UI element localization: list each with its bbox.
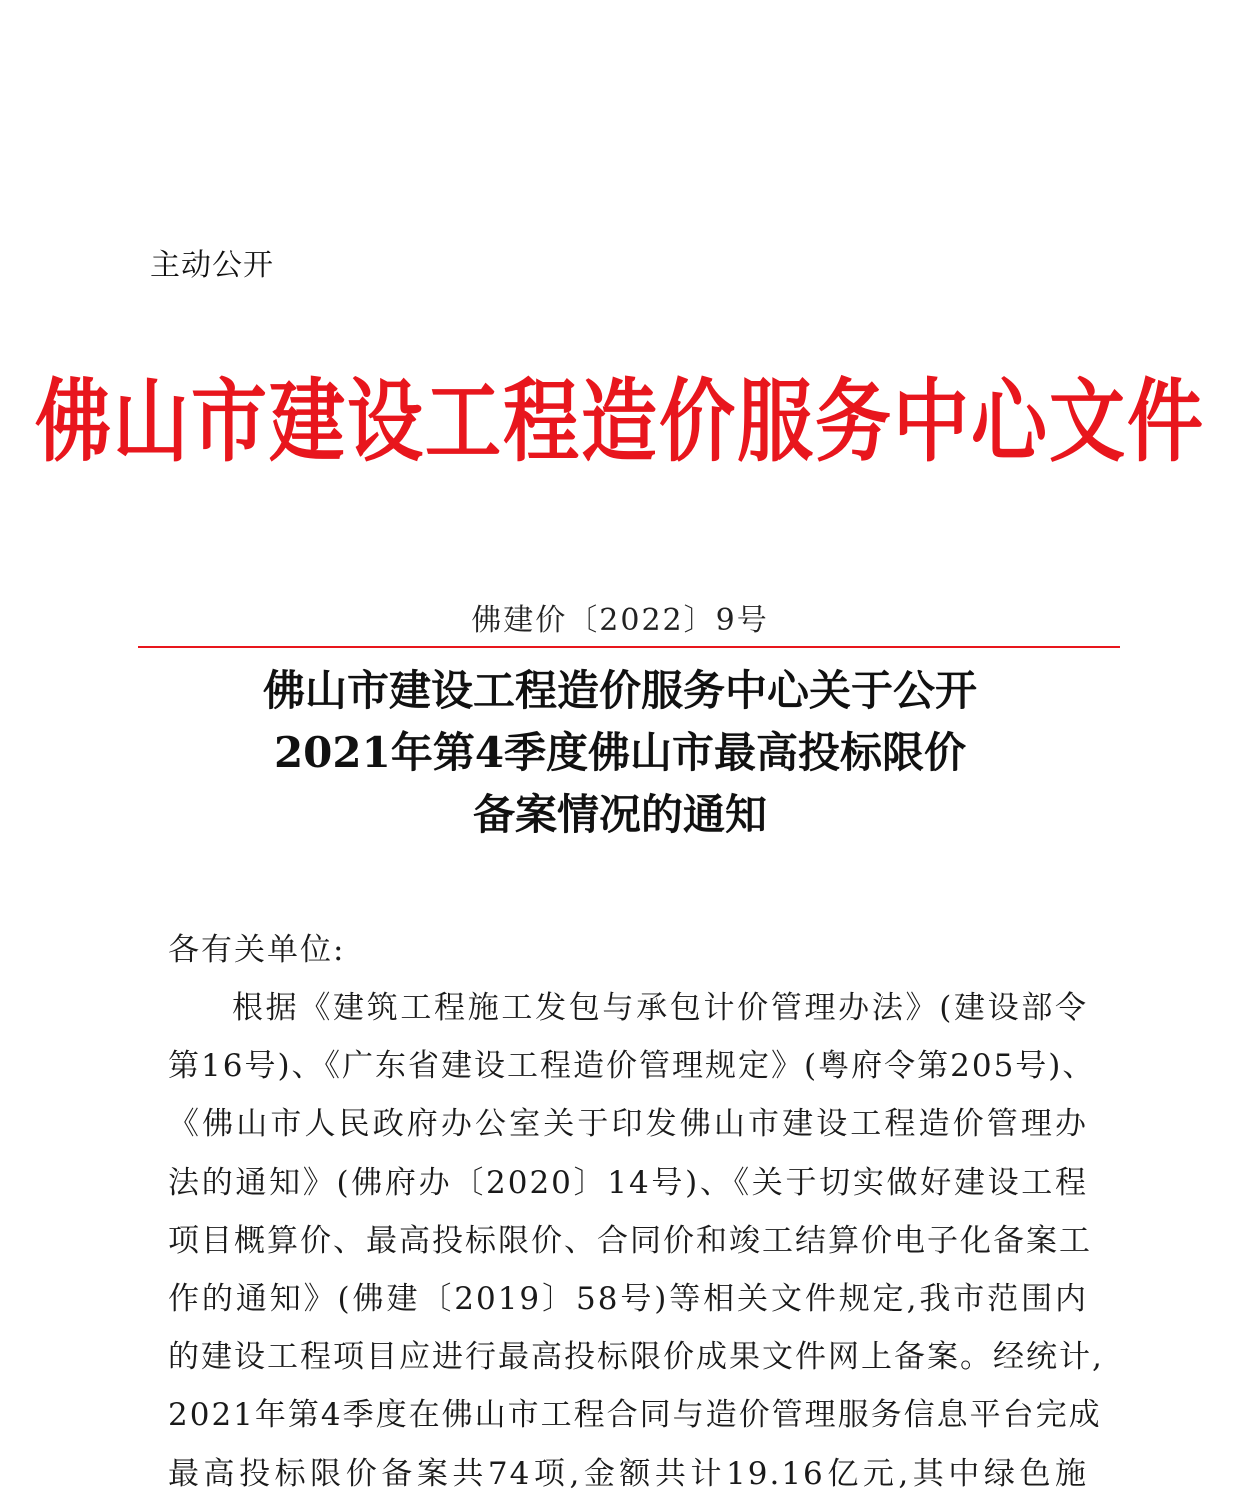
body-line: 《佛山市人民政府办公室关于印发佛山市建设工程造价管理办 xyxy=(168,1106,1088,1143)
body-line: 作的通知》(佛建〔2019〕58号)等相关文件规定,我市范围内 xyxy=(168,1280,1088,1317)
notice-title-line: 备案情况的通知 xyxy=(472,790,767,839)
disclosure-label: 主动公开 xyxy=(150,248,274,283)
masthead-title: 佛山市建设工程造价服务中心文件 xyxy=(35,368,1205,474)
salutation: 各有关单位: xyxy=(168,932,346,968)
notice-title-line: 2021年第4季度佛山市最高投标限价 xyxy=(273,728,967,777)
body-line: 2021年第4季度在佛山市工程合同与造价管理服务信息平台完成 xyxy=(168,1397,1102,1434)
document-number: 佛建价〔2022〕9号 xyxy=(471,603,769,638)
body-line: 根据《建筑工程施工发包与承包计价管理办法》(建设部令 xyxy=(232,990,1088,1026)
body-line: 最高投标限价备案共74项,金额共计19.16亿元,其中绿色施 xyxy=(168,1455,1088,1492)
body-line: 项目概算价、最高投标限价、合同价和竣工结算价电子化备案工 xyxy=(168,1222,1092,1259)
red-divider-line xyxy=(138,646,1120,648)
body-line: 第16号)、《广东省建设工程造价管理规定》(粤府令第205号)、 xyxy=(168,1048,1096,1085)
notice-title xyxy=(0,660,1240,846)
body-text xyxy=(168,986,1104,1510)
body-line: 法的通知》(佛府办〔2020〕14号)、《关于切实做好建设工程 xyxy=(168,1164,1088,1201)
notice-title-line: 佛山市建设工程造价服务中心关于公开 xyxy=(262,666,977,715)
body-line: 的建设工程项目应进行最高投标限价成果文件网上备案。经统计, xyxy=(168,1339,1104,1376)
